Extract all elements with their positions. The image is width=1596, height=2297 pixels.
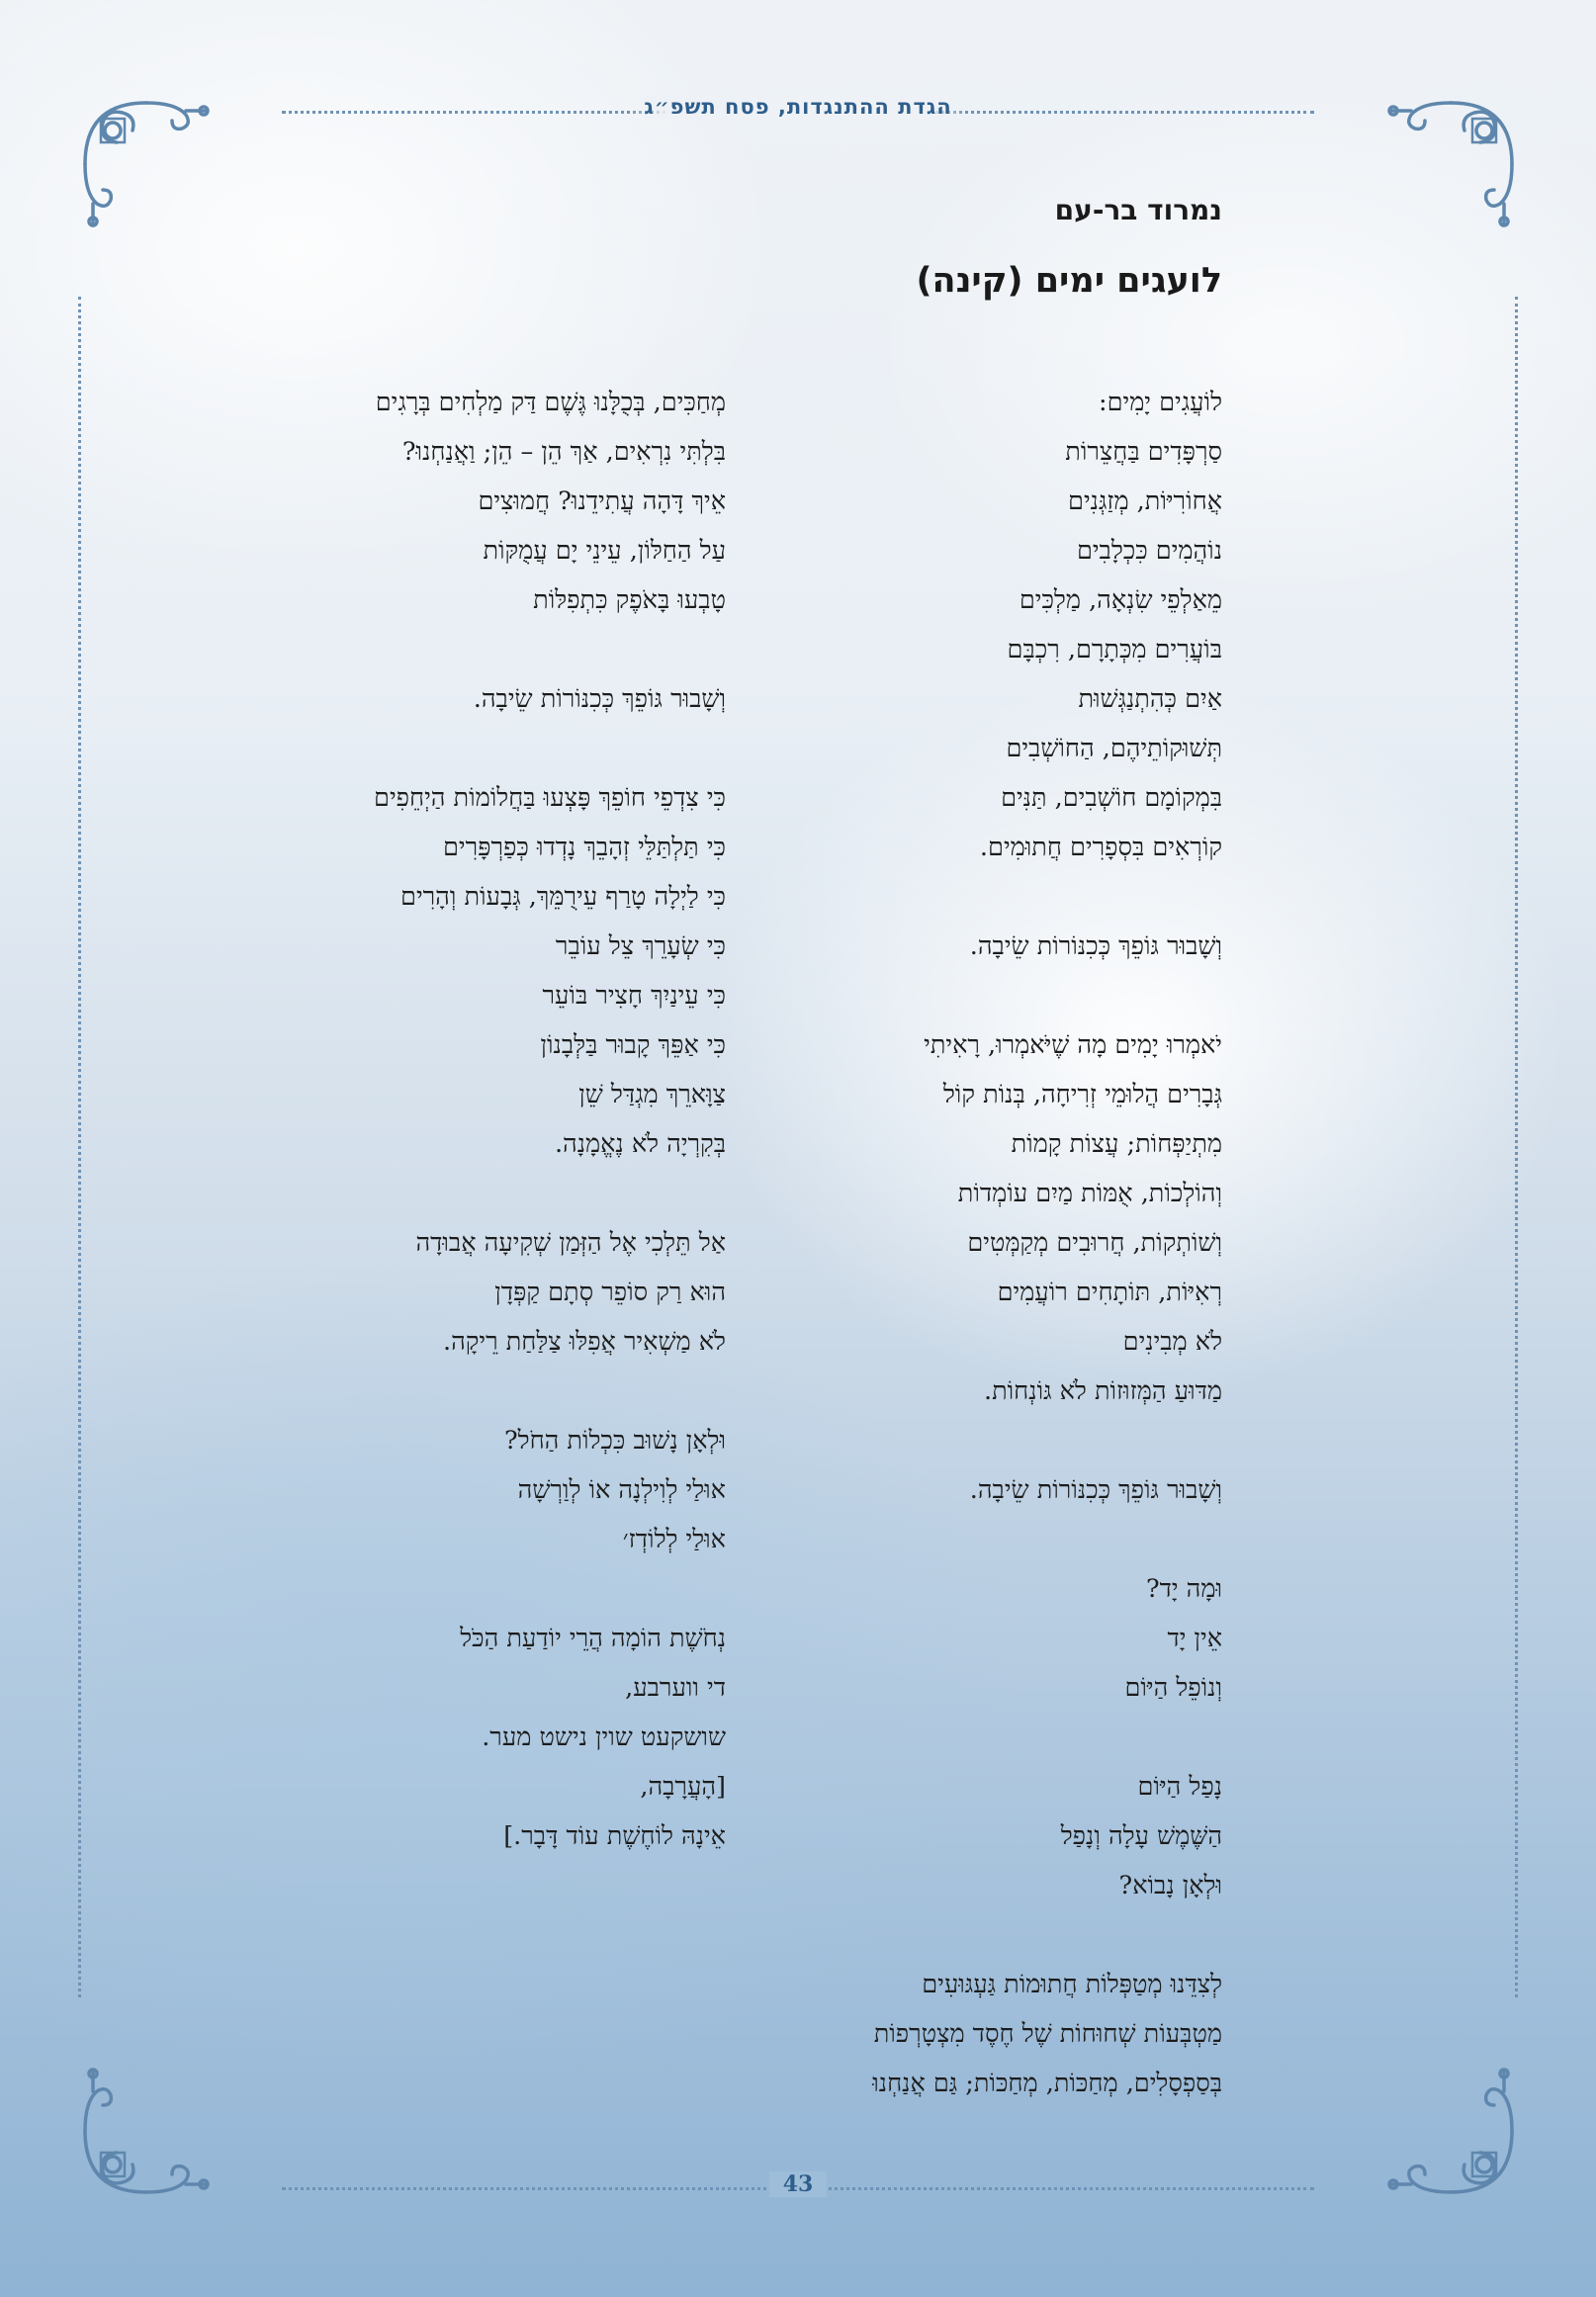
poem-line: אֵינָהּ לוֹחֶשֶׁת עוֹד דָּבָר.] [503,1821,726,1851]
poem-line: מַדּוּעַ הַמְּזוּזוֹת לֹא גּוֹנְחוֹת. [984,1376,1222,1406]
poem-line: בּוֹעֲרִים מִכְּתָרָם, רִכְבָּם [1007,635,1222,664]
poem-line: [הָעֲרָבָה, [640,1772,726,1802]
poem-line: וּמָה יָד? [1145,1574,1222,1604]
poem-line: וְשׁוֹתְקוֹת, חֲרוּבִים מְקַמְּטִים [967,1228,1222,1258]
poem-line: אוּלַי לְוִילְנָה אוֹ לְוַרְשָׁה [517,1475,726,1505]
running-header [0,95,1596,119]
poem-line: קוֹרְאִים בִּסְפָרִים חֲתוּמִים. [979,833,1222,862]
poem-line: אוּלַי לְלוֹדְז׳ [622,1525,726,1554]
poem-line: מֵאַלְפֵי שִׂנְאָה, מַלְכִּים [1019,585,1222,615]
poem-line: צַוָּארֵךְ מִגְדַּל שֵׁן [578,1080,726,1109]
stanza-gap [133,1564,726,1614]
poem-line: תְּשׁוּקוֹתֵיהֶם, הַחוֹשְׁבִים [1006,734,1222,763]
poem-line: אֵין יָד [1167,1624,1222,1653]
poem-line: כִּי שְׂעָרֵךְ צֵל עוֹבֵר [555,931,726,961]
poem-author: נמרוד בר-עם [1054,194,1222,226]
poem-line: עַל הַחַלּוֹן, עֵינֵי יָם עֲמֻקּוֹת [483,536,726,566]
poem-line: סַרְפָּדִים בַּחֲצֵרוֹת [1065,437,1222,467]
poem-line: נָפַל הַיּוֹם [1137,1772,1222,1802]
frame-right-border [1515,297,1518,1997]
running-header-title: הגדת ההתנגדות, פסח תשפ״ג [630,95,965,119]
poem-line: מַטְבְּעוֹת שְׁחוּחוֹת שֶׁל חֶסֶד מִצְטָרְפוֹת [873,2019,1222,2049]
poem-line: אַיִם כְּהִתְנַגְּשׁוּת [1078,684,1222,714]
poem-line: בְּקִרְיָה לֹא נֶאֱמָנָה. [554,1129,726,1159]
poem-line: אַל תֵּלְכִי אֶל הַזְּמַן שְׁקִיעָה אֲבוּדָה [415,1228,726,1258]
poem-line: וּלְאָן נָבוֹא? [1118,1871,1222,1900]
poem-line: וְשָׁבוּר גּוֹפֵךְ כְּכִנּוֹרוֹת שֵׂיבָה. [969,1475,1222,1505]
poem-line: לְצִדֵּנוּ מְטַפְּלוֹת חֲתוּמוֹת גַּעְגּוּעִים [922,1970,1222,1999]
page-number-text: 43 [769,2171,828,2197]
stanza-gap [629,1910,1222,1960]
poem-title: לועגים ימים (קינה) [916,261,1222,301]
poem-line: אֵיךְ דָּהָה עֲתִידֵנוּ? חֲמוּצִים [478,486,726,516]
frame-left-border [78,297,81,1997]
poem-line: נְחֹשֶׁת הוֹמָה הֲרֵי יוֹדַעַת הַכֹּל [460,1624,726,1653]
page-number [0,2171,1596,2197]
poem-line: כִּי לַיְלָה טָרַף עֵירֻמֵּךְ, גְּבָעוֹת וְהָרִים [400,882,726,912]
stanza-gap [133,1367,726,1416]
poem-line: בִּמְקוֹמָם חוֹשְׁבִים, תַּנִּים [1001,783,1222,813]
poem-line: לֹא מַשְׁאִיר אֲפִלּוּ צַלַּחַת רֵיקָה. [442,1327,726,1357]
poem-line: וְשָׁבוּר גּוֹפֵךְ כְּכִנּוֹרוֹת שֵׂיבָה. [473,684,726,714]
stanza-gap [133,1169,726,1218]
poem-line: גְּבָרִים הֲלוּמֵי זְרִיחָה, בְּנוֹת קוֹל [942,1080,1222,1109]
poem-line: לוֹעֲגִים יָמִים: [1099,388,1222,417]
poem-line: הוּא רַק סוֹפֵר סְתָם קַפְּדָן [494,1278,726,1307]
poem-line: כִּי אַפֵּךְ קָבוּר בַּלְּבָנוֹן [540,1030,726,1060]
poem-line: יֹאמְרוּ יָמִים מָה שֶׁיֹּאמְרוּ, רָאִיתִי [924,1030,1222,1060]
poem-line: נוֹהֲמִים כִּכְלָבִים [1076,536,1222,566]
poem-line: טָבְעוּ בָּאֹפֶק כִּתְפִלּוֹת [533,585,726,615]
poem-line: כִּי עֵינַיִךְ חָצִיר בּוֹעֵר [542,981,726,1011]
poem-line: בְּסַפְסָלִים, מְחַכּוֹת, מְחַכּוֹת; גַּם אֲנַחְנוּ [872,2069,1222,2098]
poem-line: וְהוֹלְכוֹת, אֻמּוֹת מַיִם עוֹמְדוֹת [957,1179,1222,1208]
poem-line: כִּי צִדְפֵי חוֹפֵךְ פָּצְעוּ בַּחֲלוֹמוֹת הַיְחֵפִים [374,783,726,813]
poem-line: וְנוֹפֵל הַיּוֹם [1124,1673,1222,1703]
poem-line: לֹא מְבִינִים [1122,1327,1222,1357]
poem-line: שושקעט שוין נישט מער. [482,1723,726,1752]
poem-line: אֲחוֹרִיּוֹת, מְזַגְּנִים [1068,486,1222,516]
poem-line: הַשֶּׁמֶשׁ עָלָה וְנָפַל [1060,1821,1222,1851]
poem-line: מִתְיַפְּחוֹת; עֲצוֹת קָמוֹת [1011,1129,1222,1159]
poem-column-left [133,378,726,1861]
poem-line: כִּי תַּלְתַּלֵּי זְהָבֵךְ נָדְדוּ כְּפַרְפָּרִים [443,833,726,862]
stanza-gap [133,625,726,674]
stanza-gap [133,724,726,773]
poem-line: בִּלְתִּי נִרְאִים, אַךְ הֵן – הֵן; וַאֲנַחְנוּ? [401,437,726,467]
poem-line: די ווערבע, [625,1673,726,1703]
poem-line: מְחַכִּים, בְּכֻלָּנוּ גֶּשֶׁם דַּק מַלְחִים בְּרָגִים [375,388,726,417]
poem-line: רְאִיּוֹת, תּוֹתָחִים רוֹעֲמִים [997,1278,1222,1307]
poem-line: וְשָׁבוּר גּוֹפֵךְ כְּכִנּוֹרוֹת שֵׂיבָה. [969,931,1222,961]
poem-line: וּלְאָן נָשׁוּב כִּכְלוֹת הַחֹל? [503,1426,726,1456]
